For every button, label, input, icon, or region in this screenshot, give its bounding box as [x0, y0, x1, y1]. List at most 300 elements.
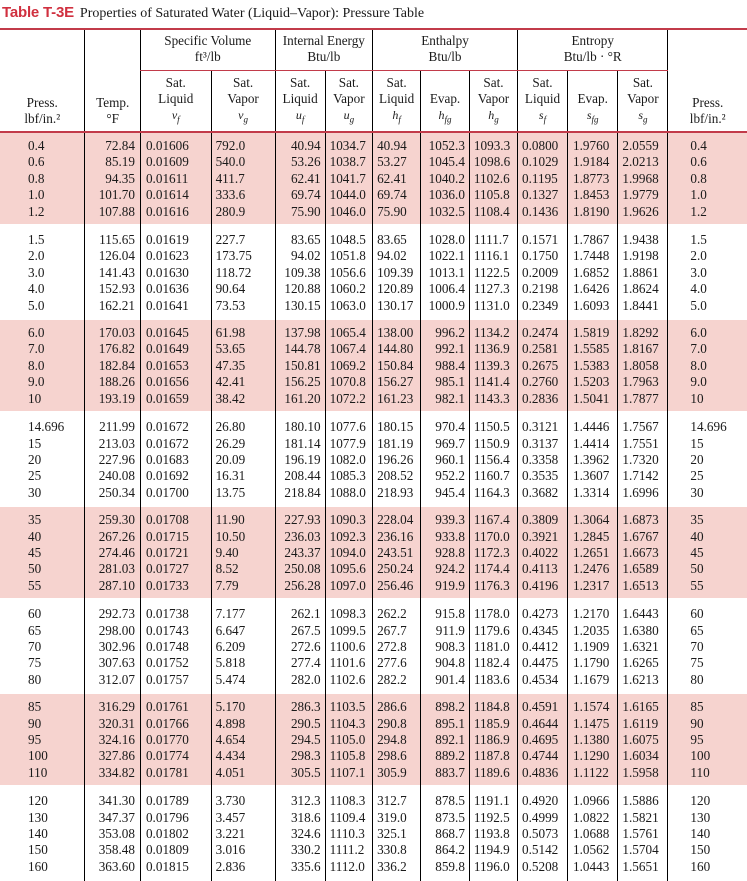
cell-temp: 152.93	[85, 281, 140, 297]
cell-press-right: 1.2	[668, 204, 747, 224]
cell-press-right: 50	[668, 561, 747, 577]
cell-h-g: 1196.0	[469, 859, 517, 881]
cell-press: 55	[0, 578, 85, 598]
table-row	[0, 826, 747, 842]
cell-press-right: 65	[668, 623, 747, 639]
cell-press: 3.0	[28, 264, 45, 280]
cell-s-f: 0.3121	[518, 411, 568, 435]
cell-s-f: 0.4196	[518, 578, 568, 598]
cell-press: 8.0	[0, 358, 85, 374]
header-group-entropy	[518, 29, 668, 71]
cell-s-f: 0.4744	[518, 748, 568, 764]
cell-u-g: 1038.7	[325, 154, 372, 170]
cell-h-fg: 982.1	[421, 391, 470, 411]
cell-h-g: 1102.6	[469, 171, 517, 187]
cell-press-right: 2.0	[668, 248, 747, 264]
table-row	[0, 224, 747, 248]
cell-press-right: 4.0	[668, 281, 747, 297]
cell-s-g: 1.6034	[618, 748, 668, 764]
cell-press-right: 130	[668, 810, 747, 826]
symbol: $s_f$	[538, 107, 547, 124]
cell-s-fg: 1.8773	[568, 171, 618, 187]
table-row	[0, 765, 747, 785]
cell-s-f: 0.4999	[518, 810, 568, 826]
cell-s-f: 0.1571	[518, 224, 568, 248]
cell-s-g: 1.8292	[618, 320, 668, 341]
cell-s-g: 2.0559	[618, 132, 668, 154]
cell-u-f: 69.74	[275, 187, 325, 203]
cell-s-g: 1.5821	[618, 810, 668, 826]
header-ug	[325, 71, 372, 133]
symbol: $u_g$	[343, 107, 355, 124]
cell-u-f: 208.44	[275, 468, 325, 484]
cell-h-f: 130.17	[373, 298, 421, 320]
cell-v-f: 0.01692	[140, 468, 211, 484]
cell-s-fg: 1.8453	[568, 187, 618, 203]
symbol: $s_g$	[638, 107, 648, 124]
cell-u-g: 1077.9	[325, 436, 372, 452]
cell-press: 35	[0, 507, 85, 528]
cell-u-f: 290.5	[275, 716, 325, 732]
cell-s-fg: 1.2476	[568, 561, 618, 577]
cell-h-f: 161.23	[373, 391, 421, 411]
cell-u-f: 250.08	[275, 561, 325, 577]
cell-h-fg: 908.3	[421, 639, 470, 655]
cell-u-g: 1101.6	[325, 655, 372, 671]
cell-press-right: 70	[668, 639, 747, 655]
cell-h-g: 1185.9	[469, 716, 517, 732]
sub-label: Evap.	[577, 90, 608, 106]
cell-s-g: 1.9968	[618, 171, 668, 187]
cell-u-f: 130.15	[275, 298, 325, 320]
sub-label: Sat.	[233, 74, 254, 90]
cell-s-f: 0.4113	[518, 561, 568, 577]
cell-h-g: 1098.6	[469, 154, 517, 170]
cell-u-g: 1105.0	[325, 732, 372, 748]
cell-u-g: 1034.7	[325, 132, 372, 154]
cell-s-g: 1.8624	[618, 281, 668, 297]
cell-s-fg: 1.3064	[568, 507, 618, 528]
symbol: $h_g$	[488, 107, 499, 124]
cell-u-g: 1044.0	[325, 187, 372, 203]
cell-s-g: 1.5761	[618, 826, 668, 842]
cell-press: 30	[28, 484, 42, 500]
cell-h-f: 138.00	[373, 320, 421, 341]
cell-press: 20	[28, 451, 42, 467]
cell-s-g: 1.6513	[618, 578, 668, 598]
cell-u-f: 53.26	[275, 154, 325, 170]
header-group-specific-volume	[140, 29, 275, 71]
cell-temp: 227.96	[85, 452, 140, 468]
cell-h-fg: 919.9	[421, 578, 470, 598]
cell-h-f: 256.46	[373, 578, 421, 598]
table-row	[0, 374, 747, 390]
cell-h-fg: 952.2	[421, 468, 470, 484]
cell-v-g: 26.80	[211, 411, 275, 435]
cell-temp: 72.84	[85, 132, 140, 154]
cell-h-g: 1192.5	[469, 810, 517, 826]
cell-h-f: 336.2	[373, 859, 421, 881]
cell-temp: 211.99	[85, 411, 140, 435]
cell-u-g: 1092.3	[325, 529, 372, 545]
cell-v-g: 8.52	[211, 561, 275, 577]
table-row	[0, 842, 747, 858]
cell-h-f: 236.16	[373, 529, 421, 545]
cell-s-f: 0.1436	[518, 204, 568, 224]
cell-s-fg: 1.5041	[568, 391, 618, 411]
cell-s-g: 1.5651	[618, 859, 668, 881]
cell-press: 1.2	[0, 204, 85, 224]
cell-s-fg: 1.2170	[568, 598, 618, 622]
cell-s-g: 1.5704	[618, 842, 668, 858]
cell-s-f: 0.4475	[518, 655, 568, 671]
cell-u-g: 1063.0	[325, 298, 372, 320]
cell-u-g: 1088.0	[325, 485, 372, 507]
cell-v-f: 0.01733	[140, 578, 211, 598]
cell-h-f: 298.6	[373, 748, 421, 764]
cell-h-g: 1127.3	[469, 281, 517, 297]
cell-u-g: 1100.6	[325, 639, 372, 655]
table-row	[0, 468, 747, 484]
cell-h-g: 1179.6	[469, 623, 517, 639]
cell-press-right: 75	[668, 655, 747, 671]
cell-s-g: 1.6165	[618, 694, 668, 715]
sub-label: Sat.	[338, 74, 359, 90]
cell-press-right: 7.0	[668, 341, 747, 357]
cell-s-f: 0.4644	[518, 716, 568, 732]
cell-h-fg: 889.2	[421, 748, 470, 764]
cell-s-fg: 1.5819	[568, 320, 618, 341]
cell-v-g: 90.64	[211, 281, 275, 297]
cell-u-f: 120.88	[275, 281, 325, 297]
row-group	[0, 224, 747, 320]
header-hf	[373, 71, 421, 133]
cell-h-g: 1111.7	[469, 224, 517, 248]
cell-temp: 298.00	[85, 623, 140, 639]
cell-v-g: 13.75	[211, 485, 275, 507]
cell-s-fg: 1.1290	[568, 748, 618, 764]
cell-temp: 302.96	[85, 639, 140, 655]
cell-u-g: 1046.0	[325, 204, 372, 224]
cell-s-fg: 1.0443	[568, 859, 618, 881]
header-press-label: Press.	[692, 95, 724, 110]
cell-press-right: 6.0	[668, 320, 747, 341]
sub-label: Sat.	[532, 74, 553, 90]
sub-label: Sat.	[632, 74, 653, 90]
cell-h-f: 286.6	[373, 694, 421, 715]
symbol: $s_{fg}$	[586, 107, 599, 124]
cell-s-g: 1.5958	[618, 765, 668, 785]
cell-press: 1.0	[0, 187, 85, 203]
cell-h-fg: 1028.0	[421, 224, 470, 248]
cell-v-f: 0.01672	[140, 411, 211, 435]
cell-v-f: 0.01614	[140, 187, 211, 203]
cell-s-f: 0.4591	[518, 694, 568, 715]
cell-h-fg: 924.2	[421, 561, 470, 577]
cell-s-g: 1.7551	[618, 436, 668, 452]
cell-h-fg: 945.4	[421, 485, 470, 507]
cell-v-g: 540.0	[211, 154, 275, 170]
cell-s-fg: 1.1790	[568, 655, 618, 671]
symbol: $h_{fg}$	[438, 107, 452, 124]
header-temp-unit: °F	[106, 111, 120, 126]
cell-s-g: 1.9438	[618, 224, 668, 248]
table-row	[0, 154, 747, 170]
cell-press-right: 0.4	[668, 132, 747, 154]
cell-u-g: 1041.7	[325, 171, 372, 187]
table-row	[0, 810, 747, 826]
cell-h-fg: 1052.3	[421, 132, 470, 154]
cell-h-g: 1167.4	[469, 507, 517, 528]
cell-h-fg: 933.8	[421, 529, 470, 545]
cell-h-g: 1160.7	[469, 468, 517, 484]
group-unit: Btu/lb · °R	[563, 49, 622, 64]
cell-s-fg: 1.6093	[568, 298, 618, 320]
cell-s-fg: 1.3607	[568, 468, 618, 484]
cell-temp: 176.82	[85, 341, 140, 357]
cell-s-fg: 1.1475	[568, 716, 618, 732]
cell-h-g: 1116.1	[469, 248, 517, 264]
cell-s-f: 0.3358	[518, 452, 568, 468]
cell-press-right: 30	[668, 485, 747, 507]
cell-press-right: 9.0	[668, 374, 747, 390]
cell-u-g: 1108.3	[325, 785, 372, 809]
cell-u-g: 1067.4	[325, 341, 372, 357]
cell-s-f: 0.2760	[518, 374, 568, 390]
cell-s-g: 1.8058	[618, 358, 668, 374]
row-group-shaded	[0, 320, 747, 411]
cell-u-f: 282.0	[275, 672, 325, 694]
saturated-water-pressure-table	[0, 28, 747, 881]
cell-h-fg: 1022.1	[421, 248, 470, 264]
cell-v-g: 4.898	[211, 716, 275, 732]
cell-temp: 347.37	[85, 810, 140, 826]
cell-h-fg: 859.8	[421, 859, 470, 881]
cell-u-g: 1103.5	[325, 694, 372, 715]
cell-temp: 170.03	[85, 320, 140, 341]
cell-u-g: 1099.5	[325, 623, 372, 639]
cell-v-f: 0.01721	[140, 545, 211, 561]
cell-s-fg: 1.7867	[568, 224, 618, 248]
group-unit: ft³/lb	[194, 49, 221, 64]
cell-temp: 312.07	[85, 672, 140, 694]
cell-u-f: 75.90	[275, 204, 325, 224]
cell-s-g: 1.9779	[618, 187, 668, 203]
cell-s-g: 1.9626	[618, 204, 668, 224]
table-row	[0, 485, 747, 507]
cell-s-fg: 1.0688	[568, 826, 618, 842]
cell-s-fg: 1.4414	[568, 436, 618, 452]
cell-temp: 141.43	[85, 265, 140, 281]
cell-h-fg: 898.2	[421, 694, 470, 715]
cell-s-fg: 1.0562	[568, 842, 618, 858]
cell-s-fg: 1.7448	[568, 248, 618, 264]
cell-h-f: 109.39	[373, 265, 421, 281]
table-row	[0, 639, 747, 655]
cell-press: 14.696	[28, 419, 65, 435]
cell-s-f: 0.2474	[518, 320, 568, 341]
cell-u-g: 1098.3	[325, 598, 372, 622]
cell-s-fg: 1.2317	[568, 578, 618, 598]
cell-s-f: 0.1327	[518, 187, 568, 203]
cell-temp: 341.30	[85, 785, 140, 809]
cell-temp: 274.46	[85, 545, 140, 561]
table-row	[0, 187, 747, 203]
cell-u-f: 294.5	[275, 732, 325, 748]
cell-h-f: 94.02	[373, 248, 421, 264]
cell-h-fg: 904.8	[421, 655, 470, 671]
table-row	[0, 281, 747, 297]
cell-s-fg: 1.1122	[568, 765, 618, 785]
cell-u-f: 277.4	[275, 655, 325, 671]
cell-v-g: 5.170	[211, 694, 275, 715]
cell-temp: 193.19	[85, 391, 140, 411]
table-row	[0, 716, 747, 732]
cell-u-g: 1070.8	[325, 374, 372, 390]
cell-s-g: 1.6321	[618, 639, 668, 655]
group-unit: Btu/lb	[428, 49, 462, 64]
cell-press: 130	[28, 809, 48, 825]
cell-v-g: 411.7	[211, 171, 275, 187]
cell-h-f: 62.41	[373, 171, 421, 187]
cell-press: 70	[28, 638, 42, 654]
cell-s-fg: 1.6852	[568, 265, 618, 281]
cell-press: 9.0	[0, 374, 85, 390]
cell-u-f: 227.93	[275, 507, 325, 528]
cell-press: 110	[0, 765, 85, 785]
row-group	[0, 598, 747, 694]
cell-v-g: 3.457	[211, 810, 275, 826]
cell-v-g: 7.177	[211, 598, 275, 622]
cell-h-g: 1150.9	[469, 436, 517, 452]
sub-label: Vapor	[627, 90, 659, 106]
cell-s-f: 0.1029	[518, 154, 568, 170]
cell-u-g: 1082.0	[325, 452, 372, 468]
cell-temp: 101.70	[85, 187, 140, 203]
cell-s-f: 0.4345	[518, 623, 568, 639]
cell-v-f: 0.01715	[140, 529, 211, 545]
cell-h-f: 53.27	[373, 154, 421, 170]
cell-s-fg: 1.9760	[568, 132, 618, 154]
cell-u-f: 256.28	[275, 578, 325, 598]
cell-temp: 182.84	[85, 358, 140, 374]
cell-h-f: 150.84	[373, 358, 421, 374]
cell-v-f: 0.01683	[140, 452, 211, 468]
cell-press: 40	[0, 529, 85, 545]
cell-s-fg: 1.0822	[568, 810, 618, 826]
cell-s-fg: 1.3962	[568, 452, 618, 468]
sub-label: Sat.	[386, 74, 407, 90]
cell-v-g: 10.50	[211, 529, 275, 545]
cell-u-f: 109.38	[275, 265, 325, 281]
cell-v-f: 0.01757	[140, 672, 211, 694]
table-row	[0, 391, 747, 411]
cell-h-f: 120.89	[373, 281, 421, 297]
cell-h-f: 208.52	[373, 468, 421, 484]
cell-press: 65	[28, 622, 42, 638]
cell-h-g: 1189.6	[469, 765, 517, 785]
cell-u-f: 267.5	[275, 623, 325, 639]
cell-s-g: 1.9198	[618, 248, 668, 264]
cell-s-fg: 1.9184	[568, 154, 618, 170]
header-hg	[469, 71, 517, 133]
cell-u-g: 1056.6	[325, 265, 372, 281]
cell-h-f: 267.7	[373, 623, 421, 639]
cell-press: 140	[28, 826, 48, 842]
cell-s-f: 0.4695	[518, 732, 568, 748]
cell-u-f: 137.98	[275, 320, 325, 341]
table-row	[0, 298, 747, 320]
cell-h-fg: 928.8	[421, 545, 470, 561]
cell-press: 80	[28, 671, 42, 687]
cell-h-g: 1093.3	[469, 132, 517, 154]
cell-s-fg: 1.6426	[568, 281, 618, 297]
table-row	[0, 171, 747, 187]
cell-u-f: 243.37	[275, 545, 325, 561]
cell-s-g: 1.6213	[618, 672, 668, 694]
cell-press: 10	[0, 391, 85, 411]
table-row	[0, 623, 747, 639]
table-row	[0, 598, 747, 622]
header-press-left	[0, 29, 85, 132]
cell-h-g: 1170.0	[469, 529, 517, 545]
cell-v-f: 0.01645	[140, 320, 211, 341]
cell-v-g: 73.53	[211, 298, 275, 320]
cell-u-f: 144.78	[275, 341, 325, 357]
group-unit: Btu/lb	[307, 49, 341, 64]
cell-u-g: 1090.3	[325, 507, 372, 528]
cell-u-f: 312.3	[275, 785, 325, 809]
cell-v-g: 47.35	[211, 358, 275, 374]
cell-s-g: 1.6996	[618, 485, 668, 507]
table-row	[0, 529, 747, 545]
cell-s-fg: 1.8190	[568, 204, 618, 224]
cell-v-f: 0.01774	[140, 748, 211, 764]
table-row	[0, 748, 747, 764]
table-row	[0, 859, 747, 881]
cell-h-g: 1150.5	[469, 411, 517, 435]
cell-v-f: 0.01781	[140, 765, 211, 785]
cell-h-fg: 892.1	[421, 732, 470, 748]
cell-s-f: 0.3921	[518, 529, 568, 545]
cell-v-g: 118.72	[211, 265, 275, 281]
cell-v-g: 3.016	[211, 842, 275, 858]
cell-h-f: 319.0	[373, 810, 421, 826]
cell-v-g: 333.6	[211, 187, 275, 203]
cell-s-fg: 1.1909	[568, 639, 618, 655]
sub-label: Sat.	[483, 74, 504, 90]
header-vf	[140, 71, 211, 133]
cell-h-g: 1187.8	[469, 748, 517, 764]
cell-s-f: 0.1750	[518, 248, 568, 264]
cell-u-g: 1051.8	[325, 248, 372, 264]
cell-press: 15	[28, 435, 42, 451]
cell-v-f: 0.01641	[140, 298, 211, 320]
cell-h-fg: 992.1	[421, 341, 470, 357]
cell-s-g: 1.6380	[618, 623, 668, 639]
cell-h-fg: 873.5	[421, 810, 470, 826]
cell-h-fg: 1013.1	[421, 265, 470, 281]
cell-v-g: 4.051	[211, 765, 275, 785]
cell-press-right: 5.0	[668, 298, 747, 320]
cell-h-g: 1194.9	[469, 842, 517, 858]
cell-h-f: 243.51	[373, 545, 421, 561]
cell-temp: 267.26	[85, 529, 140, 545]
cell-v-f: 0.01619	[140, 224, 211, 248]
cell-temp: 287.10	[85, 578, 140, 598]
cell-s-g: 1.6589	[618, 561, 668, 577]
cell-v-g: 26.29	[211, 436, 275, 452]
